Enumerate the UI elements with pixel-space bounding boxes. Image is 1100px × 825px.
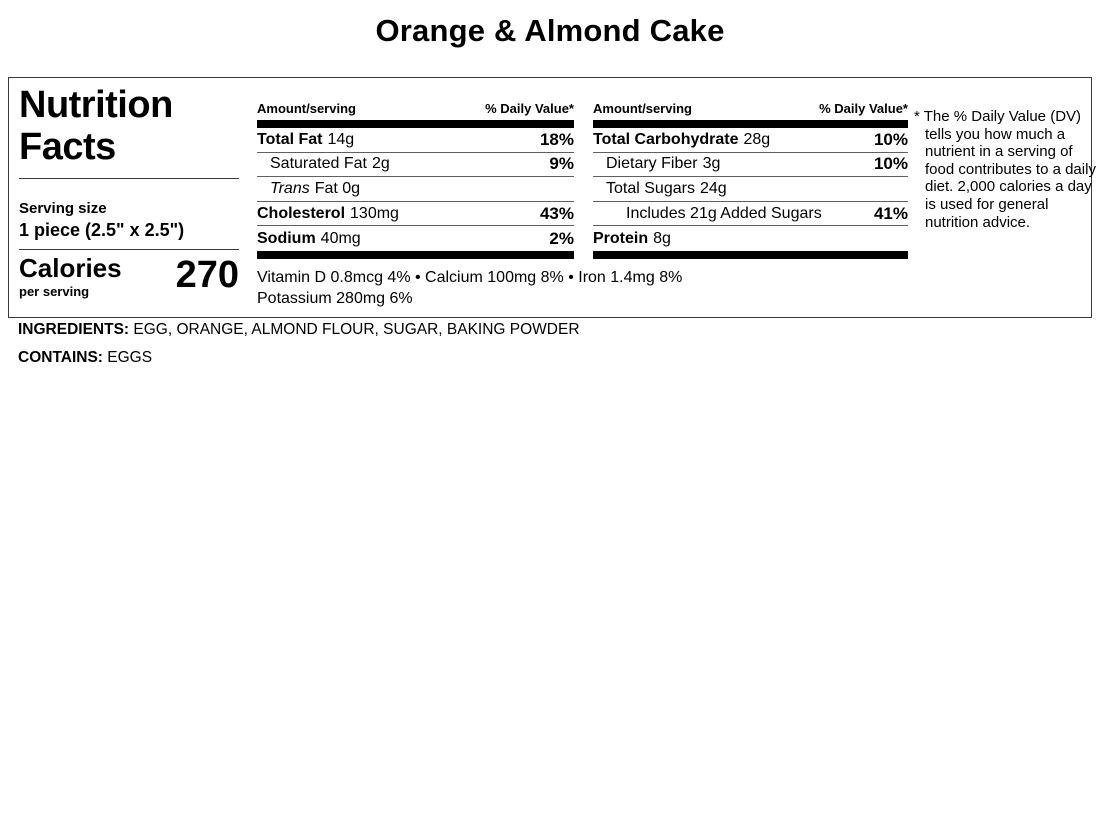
nutrient-row-total-carbohydrate: [593, 128, 908, 153]
nutrient-column-fats: [257, 101, 574, 259]
calories-row: [19, 255, 239, 299]
nutrient-amount: 28g: [743, 130, 771, 148]
footnote-text: The % Daily Value (DV) tells you how much a nutrient in a serving of food contributes to a daily diet. 2,000 calories a day is used for general nutrition advice.: [923, 108, 1096, 231]
divider: [19, 178, 239, 179]
nutrient-amount: 24g: [699, 179, 727, 197]
column-header: [593, 101, 908, 116]
ingredients-label: INGREDIENTS:: [18, 321, 130, 338]
calories-label-group: [19, 255, 122, 299]
nutrient-dv: 2%: [549, 228, 574, 248]
column-header: [257, 101, 574, 116]
nutrient-row-protein: [593, 226, 908, 251]
nutrient-name-group: [593, 230, 671, 248]
contains-label: CONTAINS:: [18, 349, 103, 366]
nutrient-dv: 9%: [549, 154, 574, 174]
nutrient-amount: 8g: [653, 229, 671, 247]
daily-value-header: % Daily Value*: [485, 101, 574, 116]
nutrient-amount: Fat 0g: [314, 179, 361, 197]
nutrient-row-total-sugars: [593, 177, 908, 202]
nutrient-name-group: [593, 131, 770, 149]
nutrient-name-group: [257, 205, 399, 223]
nutrient-name: Sodium: [257, 229, 316, 247]
nutrient-dv: 10%: [873, 154, 908, 174]
nutrient-row-added-sugars: [593, 202, 908, 227]
serving-size-label: Serving size: [19, 200, 107, 217]
nutrient-row-total-fat: [257, 128, 574, 153]
nutrient-name: Saturated Fat: [270, 155, 367, 173]
daily-value-header: % Daily Value*: [819, 101, 908, 116]
nutrient-amount: 2g: [371, 155, 390, 173]
calories-label: Calories: [19, 253, 122, 283]
micronutrients-line1: Vitamin D 0.8mcg 4% • Calcium 100mg 8% • Iron 1.4mg 8%: [257, 269, 683, 286]
nutrient-name: Dietary Fiber: [606, 155, 698, 173]
contains-line: [18, 349, 152, 367]
thick-rule: [593, 251, 908, 259]
footnote-marker: *: [914, 108, 920, 125]
nutrient-amount: 130mg: [350, 204, 399, 222]
nutrient-name: Protein: [593, 229, 649, 247]
nutrient-name: Includes 21g Added Sugars: [626, 204, 822, 222]
nutrient-name-group: [593, 205, 827, 223]
nutrient-name-group: [257, 131, 354, 149]
thick-rule: [257, 120, 574, 128]
nutrient-dv: 41%: [873, 203, 908, 223]
nutrient-amount: 14g: [327, 130, 355, 148]
nutrient-name-group: [593, 180, 727, 198]
nutrient-name: Total Sugars: [606, 179, 695, 197]
divider: [19, 249, 239, 250]
nutrition-facts-panel: [8, 77, 1096, 318]
ingredients-line: [18, 321, 580, 339]
nutrient-name: Total Fat: [257, 130, 323, 148]
nutrient-name-group: [257, 180, 360, 198]
nutrient-dv: 18%: [539, 129, 574, 149]
nutrient-name-group: [257, 230, 361, 248]
ingredients-value: EGG, ORANGE, ALMOND FLOUR, SUGAR, BAKING POWDER: [133, 321, 580, 338]
nutrient-dv: 43%: [539, 203, 574, 223]
nutrient-name-group: [593, 155, 720, 173]
daily-value-footnote: [914, 108, 1097, 231]
nutrient-name-group: [257, 155, 390, 173]
micronutrients: [257, 267, 817, 309]
nutrient-row-trans-fat: [257, 177, 574, 202]
nutrient-dv: 10%: [873, 129, 908, 149]
calories-sublabel: per serving: [19, 284, 90, 299]
thick-rule: [257, 251, 574, 259]
nutrient-row-cholesterol: [257, 202, 574, 227]
page-title: Orange & Almond Cake: [375, 13, 725, 48]
nutrition-facts-heading: Nutrition Facts: [19, 84, 173, 168]
nutrition-facts-left-panel: [19, 84, 239, 299]
nutrient-name: Cholesterol: [257, 204, 346, 222]
nutrient-amount: 40mg: [320, 229, 361, 247]
micronutrients-line2: Potassium 280mg 6%: [257, 290, 413, 307]
nutrient-column-carbs: [593, 101, 908, 259]
serving-size-value: 1 piece (2.5" x 2.5"): [19, 220, 185, 240]
nutrient-amount: 3g: [702, 155, 721, 173]
nutrient-row-dietary-fiber: [593, 153, 908, 178]
nutrient-row-sodium: [257, 226, 574, 251]
nutrient-name: Total Carbohydrate: [593, 130, 739, 148]
amount-serving-header: Amount/serving: [257, 101, 356, 116]
nutrient-row-saturated-fat: [257, 153, 574, 178]
calories-value: 270: [175, 254, 239, 296]
contains-value: EGGS: [107, 349, 153, 366]
nutrient-name: Trans: [270, 179, 310, 197]
thick-rule: [593, 120, 908, 128]
amount-serving-header: Amount/serving: [593, 101, 692, 116]
